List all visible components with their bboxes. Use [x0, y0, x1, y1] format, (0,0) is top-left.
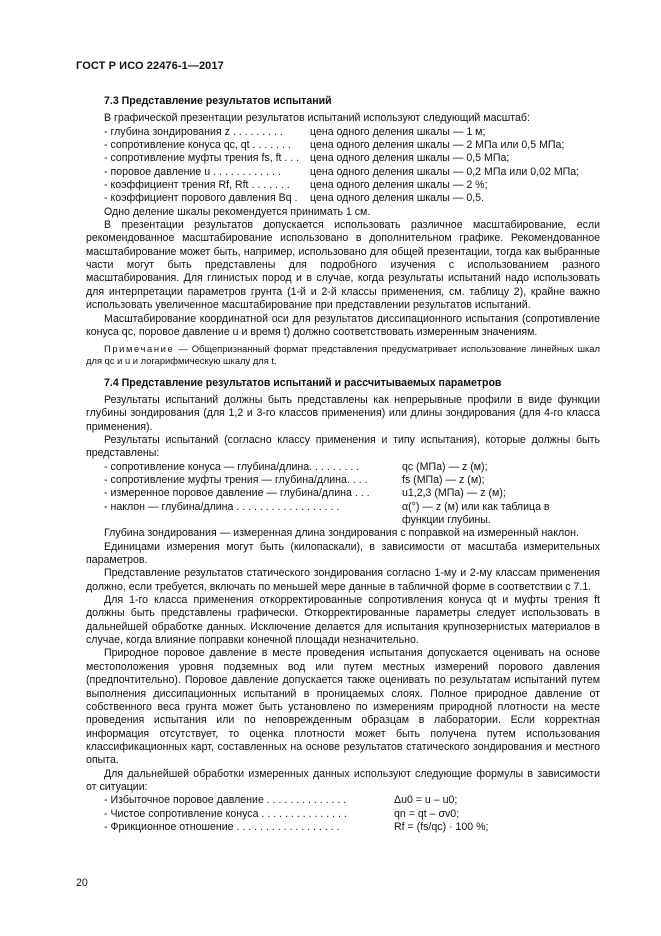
list-item-label: - наклон — глубина/длина . . . . . . . . . . . . . . . . . .: [104, 500, 340, 513]
paragraph: Для дальнейшей обработки измеренных данных используют следующие формулы в зависимости от ситуации:: [86, 767, 600, 793]
formula-item: [104, 808, 600, 821]
note-label: Примечание: [104, 343, 175, 355]
list-item: [104, 166, 600, 179]
list-item-value: цена одного деления шкалы — 0,5.: [310, 192, 485, 205]
formula-label: - Чистое сопротивление конуса . . . . . . . . . . . . . . .: [104, 807, 347, 820]
list-item: [104, 461, 600, 474]
formula-expression: Rf = (fs/qc) · 100 %;: [394, 820, 489, 833]
paragraph: Результаты испытаний (согласно классу применения и типу испытания), которые должны быть представлены:: [86, 433, 600, 460]
list-item-label: - сопротивление муфты трения fs, ft . . .: [104, 152, 300, 165]
scale-list: [104, 126, 600, 206]
list-item-value: цена одного деления шкалы — 0,5 МПа;: [310, 152, 510, 165]
formula-item: [104, 794, 600, 807]
section-7-4-heading: 7.4 Представление результатов испытаний и рассчитываемых параметров: [104, 376, 502, 389]
section-7-3-heading: 7.3 Представление результатов испытаний: [104, 95, 332, 107]
paragraph: Результаты испытаний должны быть представлены как непрерывные профили в виде функции глубины зондирования (для 1,2 и 3-го классов применения) или длины зондирования (для 4-го класса применения).: [86, 393, 600, 433]
list-item: [104, 501, 600, 528]
list-item-value: цена одного деления шкалы — 2 %;: [310, 179, 488, 192]
formula-item: [104, 821, 600, 834]
list-item-label: - поровое давление u . . . . . . . . . . . .: [104, 165, 281, 178]
formula-expression: Δu0 = u – u0;: [394, 794, 458, 807]
list-item-label: - сопротивление конуса qc, qt . . . . . . .: [104, 139, 291, 152]
paragraph: Глубина зондирования — измеренная длина зондирования с поправкой на измеренный наклон.: [104, 527, 579, 540]
list-item: [104, 192, 600, 205]
paragraph: Масштабирование координатной оси для результатов диссипационного испытания (сопротивление конуса qc, поровое давление u и время t) должно соответствовать измеренным значениям.: [86, 312, 600, 338]
results-list: [104, 461, 600, 528]
list-item: [104, 152, 600, 165]
list-item-label: - измеренное поровое давление — глубина/длина . . .: [104, 487, 370, 500]
list-item-label: - коэффициент порового давления Bq .: [104, 192, 298, 205]
list-item-value: fs (МПа) — z (м);: [402, 474, 485, 486]
list-item-value: цена одного деления шкалы — 1 м;: [310, 125, 486, 138]
document-body: [86, 95, 600, 834]
paragraph: Единицами измерения могут быть (килопаскали), в зависимости от масштаба измерительных параметров.: [86, 540, 600, 567]
document-header: ГОСТ Р ИСО 22476-1—2017: [76, 60, 224, 72]
section-7-3-intro: В графической презентации результатов испытаний используют следующий масштаб:: [104, 112, 530, 125]
list-item-value: u1,2,3 (МПа) — z (м);: [402, 487, 506, 500]
list-item: [104, 487, 600, 500]
paragraph: Представление результатов статического зондирования согласно 1-му и 2-му классам применения должно, если требуется, включать по меньшей мере данные в табличной форме в соответствии с 7.1.: [86, 567, 600, 593]
paragraph: Природное поровое давление в месте проведения испытания допускается оценивать на основе местоположения уровня подземных вод или путем местных измерений порового давления (предпочтительно). Поровое давление допускается также оценивать по результатам испытаний путем выполнения диссипационных испытаний в проницаемых слоях. Полное природное давление от собственного веса грунта может быть установлено по измерениям природной плотности на месте проведения испытания или по неповрежденным образцам в лаборатории. Если корректная информация отсутствует, то оценка плотности может быть получена путем использования классификационных карт, составленных на основе результатов статического зондирования и местного опыта.: [86, 647, 600, 767]
note-text: — Общепризнанный формат представления предусматривает использование линейных шкал для qc и u и логарифмическую шкалу для t.: [86, 343, 600, 367]
list-item-label: - глубина зондирования z . . . . . . . . .: [104, 125, 283, 138]
list-item: [104, 126, 600, 139]
list-item: [104, 179, 600, 192]
list-item-value: α(°) — z (м) или как таблица в функции глубины.: [402, 500, 550, 527]
paragraph: Для 1-го класса применения откорректированные сопротивления конуса qt и муфты трения ft должны быть представлены графически. Откорректированные параметры следует использовать в дальнейшей обработке данных. Исключение делается для испытания крупнозернистых материалов в случае, когда влияние поправки конечной площади незначительно.: [86, 594, 600, 647]
formula-label: - Избыточное поровое давление . . . . . . . . . . . . . .: [104, 794, 347, 807]
list-item-value: qc (МПа) — z (м);: [402, 460, 488, 473]
formula-label: - Фрикционное отношение . . . . . . . . . . . . . . . . . .: [104, 820, 340, 833]
list-item-label: - коэффициент трения Rf, Rft . . . . . . .: [104, 179, 290, 192]
scale-note: Одно деление шкалы рекомендуется принимать 1 см.: [104, 205, 371, 218]
page-number: 20: [76, 877, 88, 889]
paragraph: В презентации результатов допускается использовать различное масштабирование, если рекомендованное масштабирование использовано в дополнительном графике. Рекомендованное масштабирование может быть, например, использовано для общей презентации, тогда как выбранные части могут быть представлены для подробного изучения с использованием разного масштабирования. Для глинистых пород и в случае, когда результаты испытаний надо использовать для интерпретации параметров грунта (1-й и 2-й классы применения, см. таблицу 2), крайне важно использовать увеличенное масштабирование при представлении результатов испытаний.: [86, 219, 600, 312]
formula-list: [104, 794, 600, 834]
list-item-value: цена одного деления шкалы — 0,2 МПа или 0,02 МПа;: [310, 165, 580, 178]
note: [86, 343, 600, 367]
list-item: [104, 474, 600, 487]
formula-expression: qn = qt – σv0;: [394, 807, 460, 820]
list-item-label: - сопротивление муфты трения — глубина/длина. . . .: [104, 474, 368, 486]
list-item: [104, 139, 600, 152]
list-item-value: цена одного деления шкалы — 2 МПа или 0,5 МПа;: [310, 139, 565, 152]
list-item-label: - сопротивление конуса — глубина/длина. . . . . . . . .: [104, 460, 360, 473]
